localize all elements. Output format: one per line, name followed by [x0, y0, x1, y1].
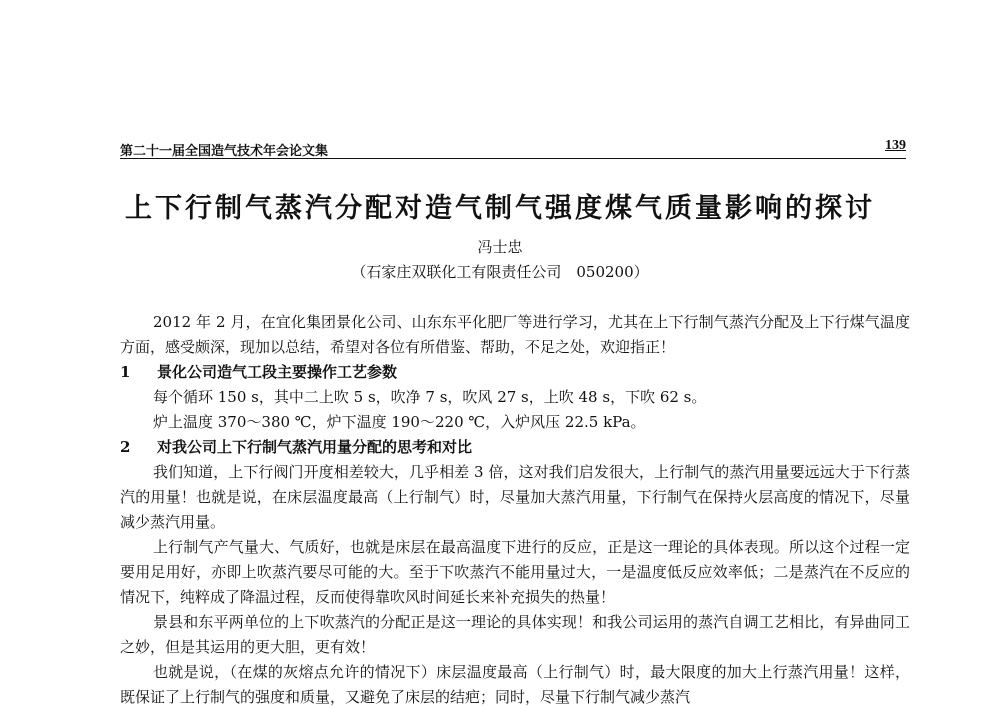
section-1-heading: [120, 360, 910, 385]
section-2-paragraph-2: 上行制气产气量大、气质好，也就是床层在最高温度下进行的反应，正是这一理论的具体表现。所以这个过程一定要用足用好，亦即上吹蒸汽要尽可能的大。至于下吹蒸汽不能用量过大，一是温度低反应效率低；二是蒸汽在不反应的情况下，纯粹成了降温过程，反而使得靠吹风时间延长来补充损失的热量！: [120, 538, 910, 606]
section-title: 景化公司造气工段主要操作工艺参数: [157, 363, 398, 381]
running-header: [120, 136, 906, 159]
section-1-line-2: 炉上温度 370～380 ℃，炉下温度 190～220 ℃，入炉风压 22.5 kPa。: [153, 413, 646, 431]
author: 冯士忠: [477, 238, 523, 256]
section-title: 对我公司上下行制气蒸汽用量分配的思考和对比: [157, 438, 473, 456]
section-number: 2: [120, 438, 131, 456]
section-2-paragraph-4: 也就是说，（在煤的灰熔点允许的情况下）床层温度最高（上行制气）时，最大限度的加大上行蒸汽用量！这样，既保证了上行制气的强度和质量，又避免了床层的结疤；同时，尽量下行制气减少蒸汽: [120, 663, 910, 706]
journal-title: 第二十一届全国造气技术年会论文集: [120, 144, 329, 159]
section-1-line-1: 每个循环 150 s，其中二上吹 5 s，吹净 7 s，吹风 27 s，上吹 48 s，下吹 62 s。: [153, 388, 707, 406]
section-2-paragraph-1: 我们知道，上下行阀门开度相差较大，几乎相差 3 倍，这对我们启发很大，上行制气的蒸汽用量要远远大于下行蒸汽的用量！也就是说，在床层温度最高（上行制气）时，尽量加大蒸汽用量，下行制气在保持火层高度的情况下，尽量减少蒸汽用量。: [120, 463, 910, 531]
paper-title: 上下行制气蒸汽分配对造气制气强度煤气质量影响的探讨: [125, 193, 875, 224]
intro-paragraph: 2012 年 2 月，在宜化集团景化公司、山东东平化肥厂等进行学习，尤其在上下行制气蒸汽分配及上下行煤气温度方面，感受颇深，现加以总结，希望对各位有所借鉴、帮助，不足之处，欢迎指正！: [120, 313, 910, 356]
body-text: [120, 310, 910, 710]
section-2-paragraph-3: 景县和东平两单位的上下吹蒸汽的分配正是这一理论的具体实现！和我公司运用的蒸汽自调工艺相比，有异曲同工之妙，但是其运用的更大胆，更有效！: [120, 613, 910, 656]
section-2-heading: [120, 435, 910, 460]
section-number: 1: [120, 363, 131, 381]
affiliation: （石家庄双联化工有限责任公司 050200）: [351, 263, 649, 281]
page-number: 139: [885, 138, 906, 153]
